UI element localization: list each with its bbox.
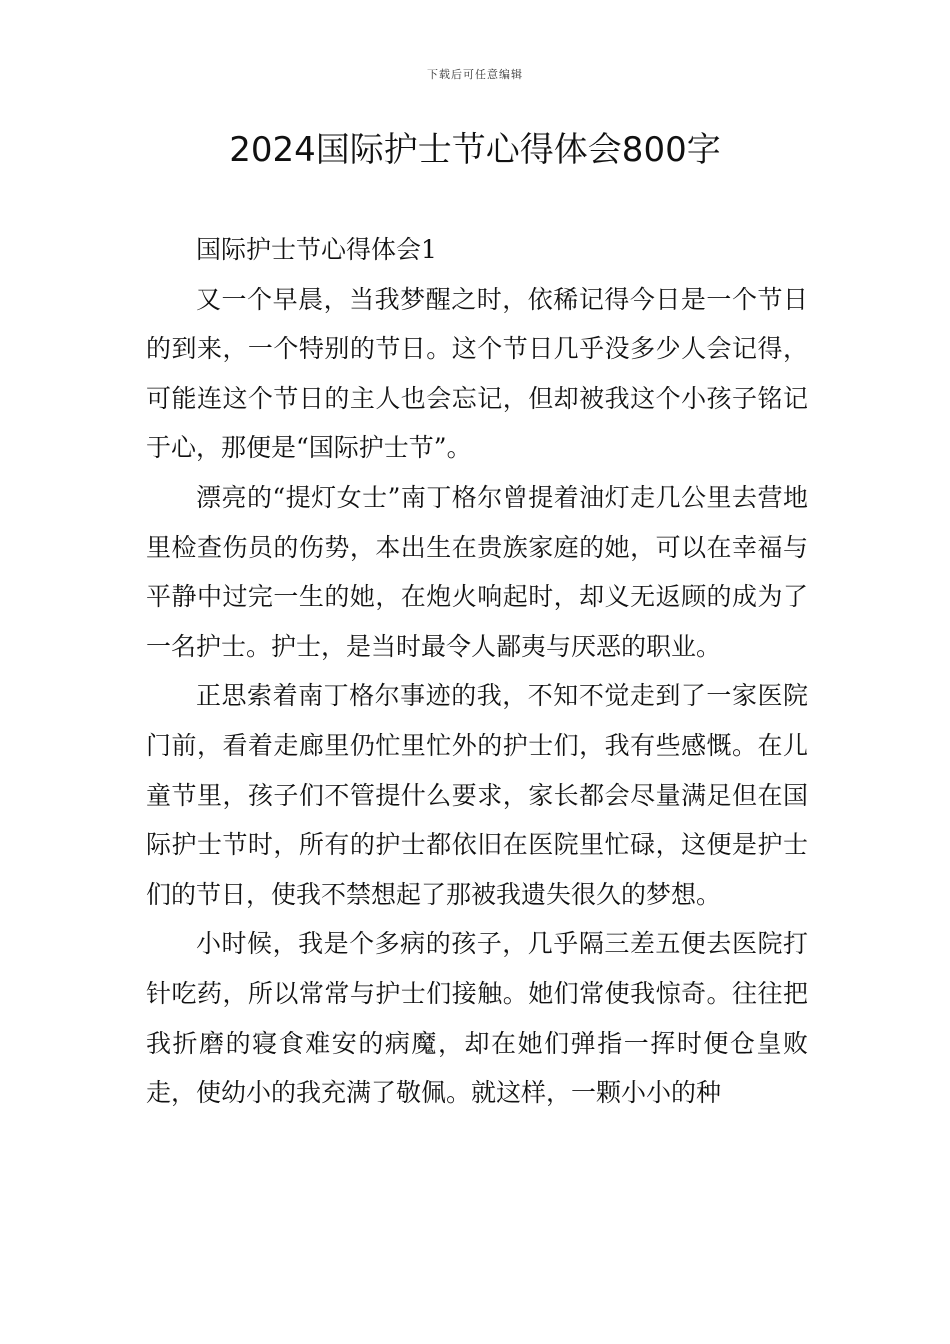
section-heading: 国际护士节心得体会1 [196,235,437,264]
document-title: 2024国际护士节心得体会800字 [229,130,721,170]
paragraph-4: 小时候，我是个多病的孩子，几乎隔三差五便去医院打针吃药，所以常常与护士们接触。她们常使我惊奇。往往把我折磨的寝食难安的病魔，却在她们弹指一挥时便仓皇败走，使幼小的我充满了敬佩。就这样，一颗小小的种 [146,929,808,1108]
paragraph-3: 正思索着南丁格尔事迹的我，不知不觉走到了一家医院门前，看着走廊里仍忙里忙外的护士们，我有些感慨。在儿童节里，孩子们不管提什么要求，家长都会尽量满足但在国际护士节时，所有的护士都依旧在医院里忙碌，这便是护士们的节日，使我不禁想起了那被我遗失很久的梦想。 [146,681,808,909]
document-body [146,225,808,1118]
header-note: 下载后可任意编辑 [427,68,523,81]
paragraph-2: 漂亮的“提灯女士”南丁格尔曾提着油灯走几公里去营地里检查伤员的伤势，本出生在贵族家庭的她，可以在幸福与平静中过完一生的她，在炮火响起时，却义无返顾的成为了一名护士。护士，是当时最令人鄙夷与厌恶的职业。 [146,482,808,661]
paragraph-1: 又一个早晨，当我梦醒之时，依稀记得今日是一个节日的到来，一个特别的节日。这个节日几乎没多少人会记得，可能连这个节日的主人也会忘记，但却被我这个小孩子铭记于心，那便是“国际护士节”。 [146,284,808,463]
